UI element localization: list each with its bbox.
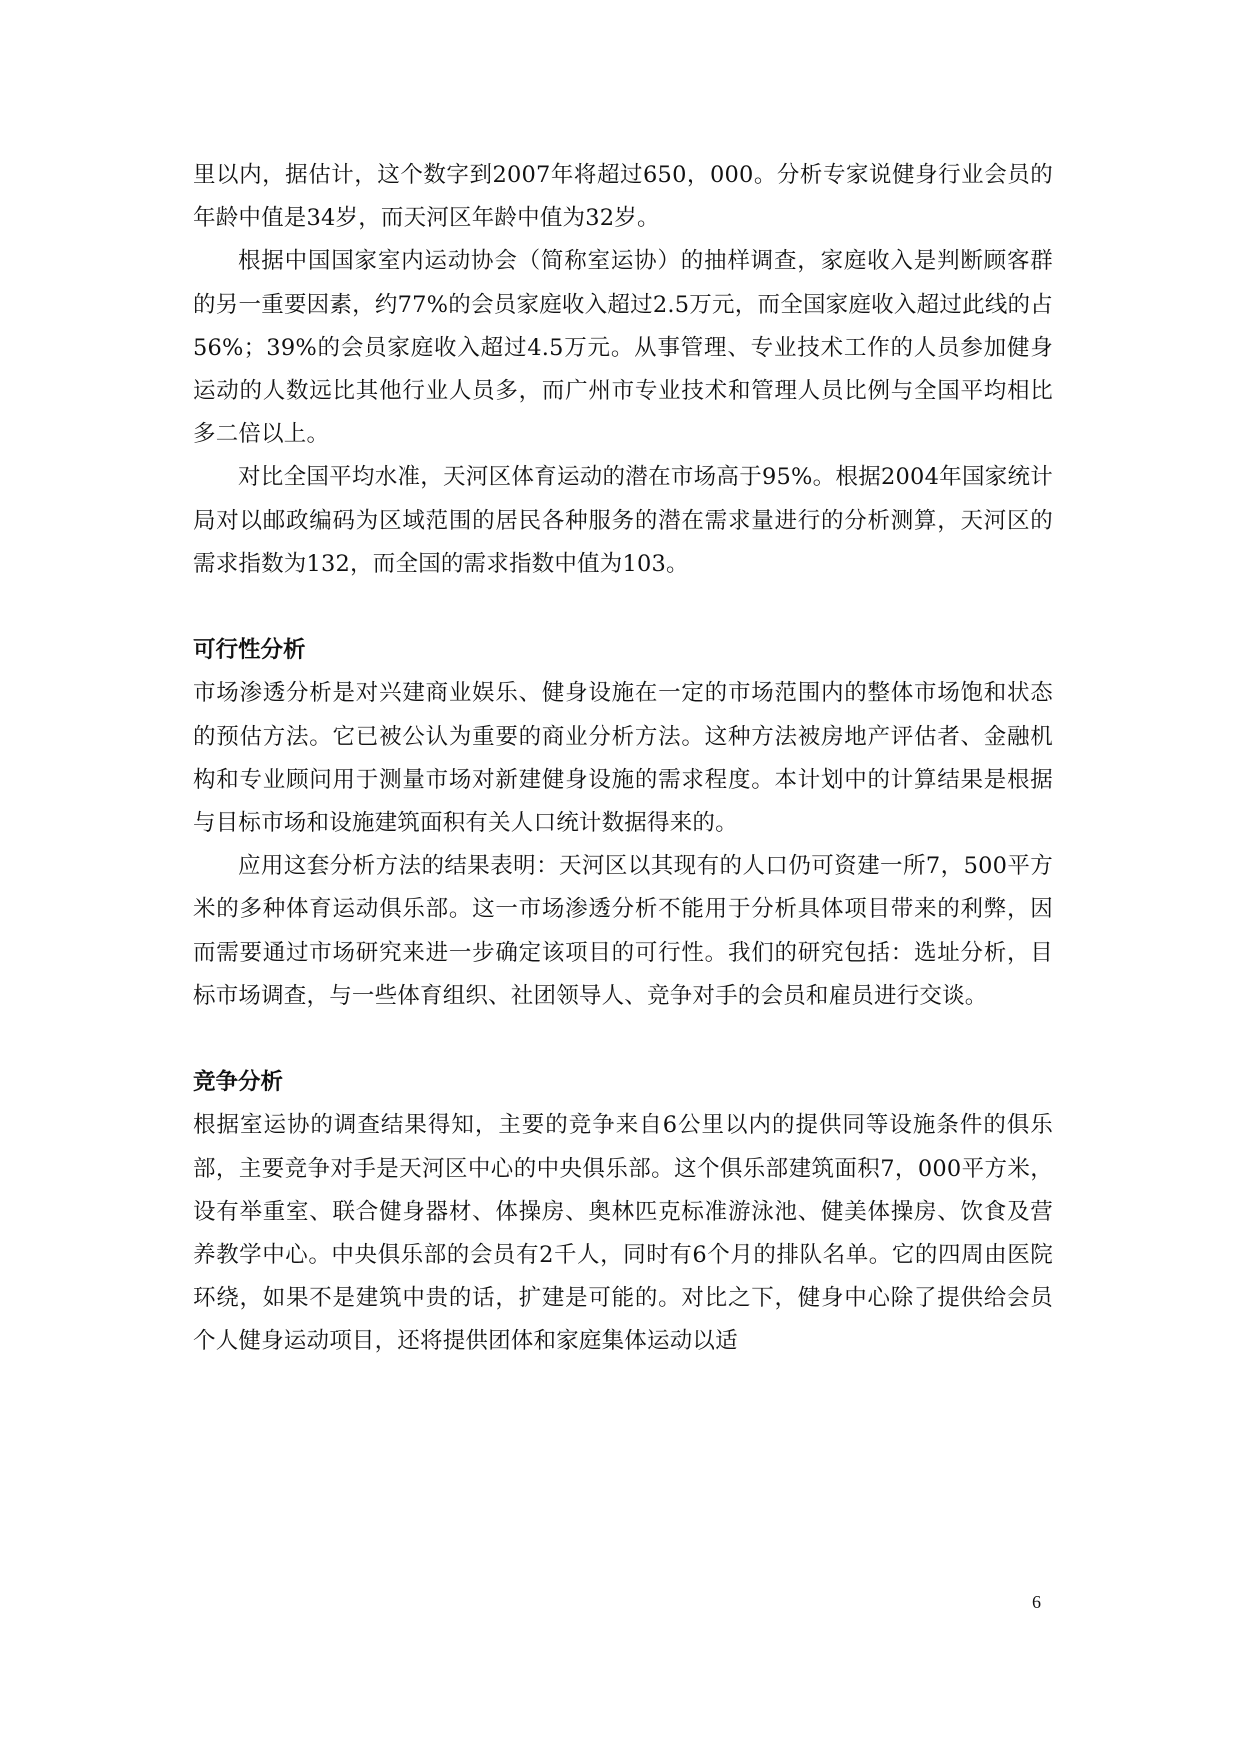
section-heading: 可行性分析 bbox=[193, 637, 306, 664]
competition-analysis-section bbox=[193, 1061, 1053, 1363]
body-paragraph: 应用这套分析方法的结果表明：天河区以其现有的人口仍可资建一所7，500平方米的多种体育运动俱乐部。这一市场渗透分析不能用于分析具体项目带来的利弊，因而需要通过市场研究来进一步确定该项目的可行性。我们的研究包括：选址分析，目标市场调查，与一些体育组织、社团领导人、竞争对手的会员和雇员进行交谈。 bbox=[193, 853, 1053, 1009]
body-paragraph: 里以内，据估计，这个数字到2007年将超过650，000。分析专家说健身行业会员的年龄中值是34岁，而天河区年龄中值为32岁。 bbox=[193, 162, 1053, 232]
section-spacer bbox=[193, 586, 1053, 629]
section-heading: 竞争分析 bbox=[193, 1069, 284, 1096]
market-data-section bbox=[193, 154, 1053, 586]
body-paragraph: 根据中国国家室内运动协会（简称室运协）的抽样调查，家庭收入是判断顾客群的另一重要因素，约77%的会员家庭收入超过2.5万元，而全国家庭收入超过此线的占56%；39%的会员家庭收入超过4.5万元。从事管理、专业技术工作的人员参加健身运动的人数远比其他行业人员多，而广州市专业技术和管理人员比例与全国平均相比多二倍以上。 bbox=[193, 248, 1053, 448]
page-number: 6 bbox=[1032, 1592, 1041, 1612]
body-paragraph: 对比全国平均水准，天河区体育运动的潜在市场高于95%。根据2004年国家统计局对以邮政编码为区域范围的居民各种服务的潜在需求量进行的分析测算，天河区的需求指数为132，而全国的需求指数中值为103。 bbox=[193, 464, 1053, 577]
section-spacer bbox=[193, 1018, 1053, 1061]
feasibility-analysis-section bbox=[193, 629, 1053, 1018]
page-body bbox=[193, 154, 1053, 1364]
body-paragraph: 根据室运协的调查结果得知，主要的竞争来自6公里以内的提供同等设施条件的俱乐部，主要竞争对手是天河区中心的中央俱乐部。这个俱乐部建筑面积7，000平方米，设有举重室、联合健身器材、体操房、奥林匹克标准游泳池、健美体操房、饮食及营养教学中心。中央俱乐部的会员有2千人，同时有6个月的排队名单。它的四周由医院环绕，如果不是建筑中贵的话，扩建是可能的。对比之下，健身中心除了提供给会员个人健身运动项目，还将提供团体和家庭集体运动以适 bbox=[193, 1112, 1053, 1355]
body-paragraph: 市场渗透分析是对兴建商业娱乐、健身设施在一定的市场范围内的整体市场饱和状态的预估方法。它已被公认为重要的商业分析方法。这种方法被房地产评估者、金融机构和专业顾问用于测量市场对新建健身设施的需求程度。本计划中的计算结果是根据与目标市场和设施建筑面积有关人口统计数据得来的。 bbox=[193, 680, 1053, 837]
